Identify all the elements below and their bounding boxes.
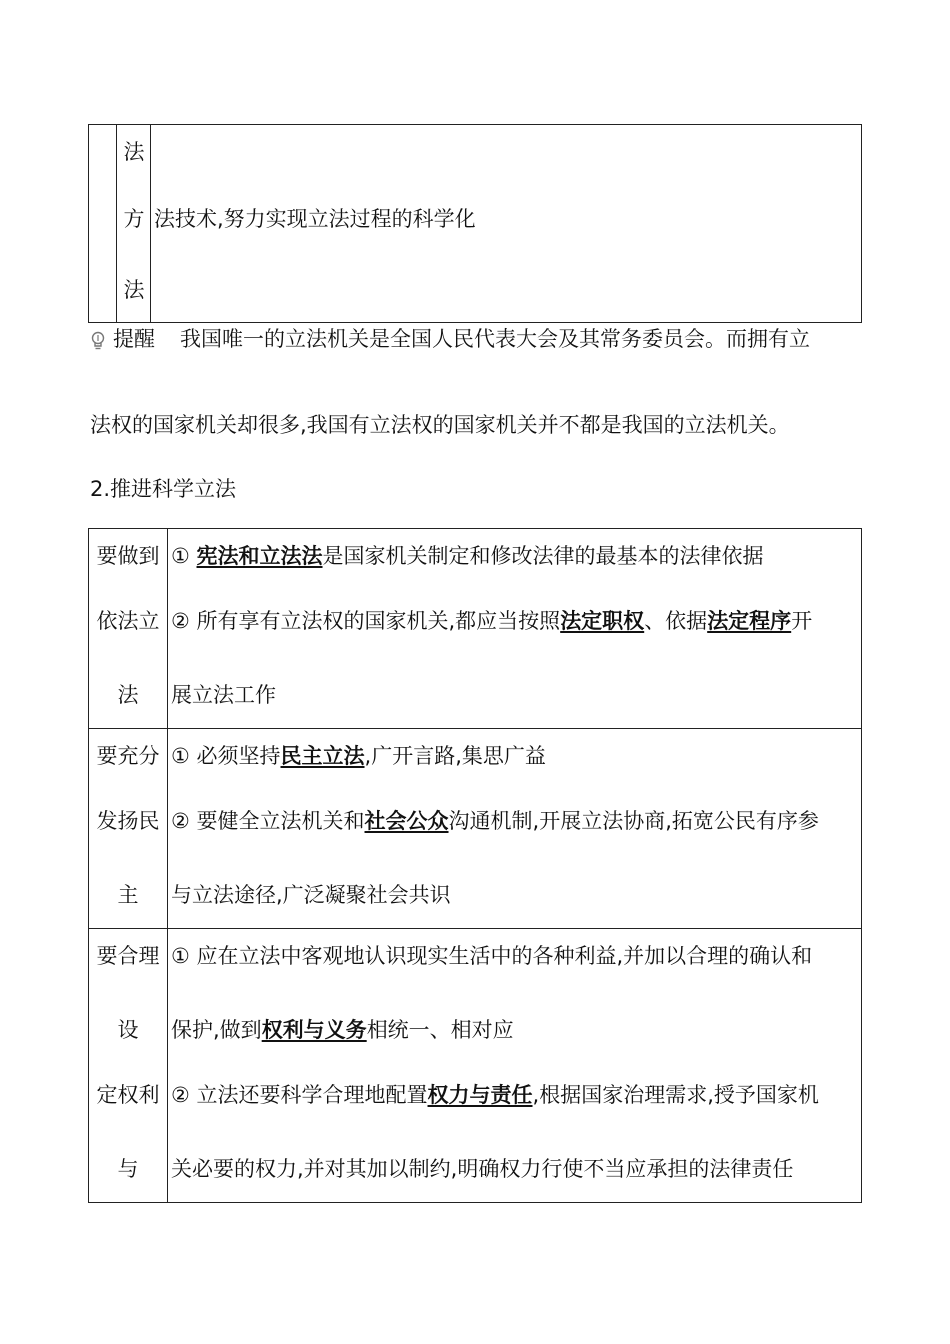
row-label: 定权利 (96, 1083, 160, 1107)
table-line: 关必要的权力,并对其加以制约,明确权力行使不当应承担的法律责任 (171, 1157, 794, 1181)
column-divider (167, 529, 168, 1202)
row-label: 依法立 (96, 609, 160, 633)
row-label: 设 (117, 1018, 139, 1042)
key-term: 法定程序 (707, 609, 792, 633)
key-term: 宪法和立法法 (196, 544, 323, 568)
table-line: ① 必须坚持民主立法,广开言路,集思广益 (171, 744, 546, 768)
reminder-line-1: 我国唯一的立法机关是全国人民代表大会及其常务委员会。而拥有立 (180, 327, 810, 351)
row-label: 发扬民 (96, 809, 160, 833)
table-line: 保护,做到权利与义务相统一、相对应 (171, 1018, 514, 1042)
table-line: ① 宪法和立法法是国家机关制定和修改法律的最基本的法律依据 (171, 544, 764, 568)
top-table-fragment (88, 124, 862, 323)
key-term: 权利与义务 (261, 1018, 367, 1042)
row-label: 要充分 (96, 744, 160, 768)
science-legislation-table (88, 528, 862, 1203)
table-line: ② 所有享有立法权的国家机关,都应当按照法定职权、依据法定程序开 (171, 609, 813, 633)
key-term: 民主立法 (280, 744, 365, 768)
reminder-line-2: 法权的国家机关却很多,我国有立法权的国家机关并不都是我国的立法机关。 (90, 413, 790, 437)
top-table-content: 法技术,努力实现立法过程的科学化 (154, 207, 476, 231)
row-label: 要做到 (96, 544, 160, 568)
table-line: ① 应在立法中客观地认识现实生活中的各种利益,并加以合理的确认和 (171, 944, 813, 968)
label-char: 法 (123, 140, 145, 164)
column-divider (150, 125, 151, 322)
key-term: 权力与责任 (427, 1083, 533, 1107)
section-title: 2.推进科学立法 (90, 477, 237, 501)
row-label: 法 (117, 683, 139, 707)
column-divider (116, 125, 117, 322)
row-label: 主 (117, 883, 139, 907)
reminder-title: 提醒 (113, 327, 155, 351)
label-char: 法 (123, 278, 145, 302)
table-line: ② 立法还要科学合理地配置权力与责任,根据国家治理需求,授予国家机 (171, 1083, 819, 1107)
row-label: 与 (117, 1157, 139, 1181)
row-divider (89, 728, 861, 729)
table-line: ② 要健全立法机关和社会公众沟通机制,开展立法协商,拓宽公民有序参 (171, 809, 819, 833)
key-term: 法定职权 (560, 609, 645, 633)
table-line: 展立法工作 (171, 683, 276, 707)
label-char: 方 (123, 207, 145, 231)
table-line: 与立法途径,广泛凝聚社会共识 (171, 883, 451, 907)
key-term: 社会公众 (364, 809, 449, 833)
row-label: 要合理 (96, 944, 160, 968)
row-divider (89, 928, 861, 929)
lightbulb-icon (90, 331, 106, 351)
